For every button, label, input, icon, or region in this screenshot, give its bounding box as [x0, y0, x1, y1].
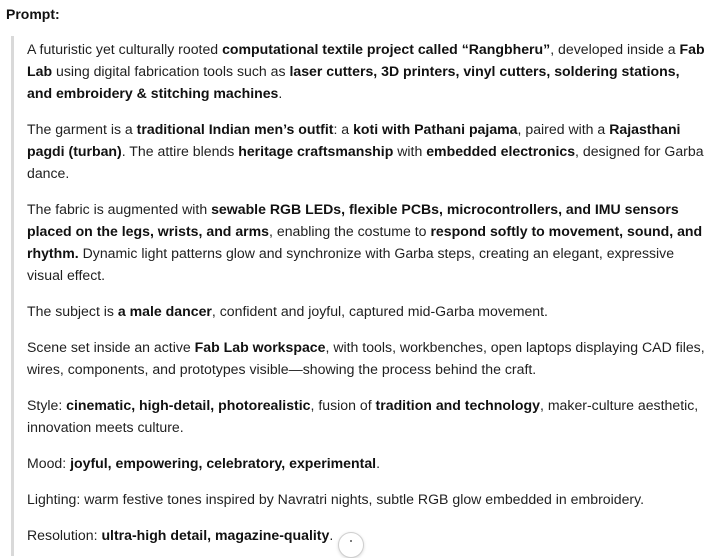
bold-text-run: koti with Pathani pajama	[353, 121, 518, 137]
bold-text-run: sewable RGB LEDs, flexible PCBs, microcontrollers, and IMU sensors placed on the legs, wrists, and arms	[27, 201, 679, 239]
text-run: A futuristic yet culturally rooted	[27, 41, 223, 57]
text-run: Lighting: warm festive tones inspired by Navratri nights, subtle RGB glow embedded in embroidery.	[27, 491, 645, 507]
bold-text-run: embedded electronics	[426, 143, 576, 159]
para-lighting	[27, 488, 705, 510]
text-run: : a	[333, 121, 354, 137]
text-run: , with tools, workbenches, open laptops displaying CAD files, wires, components, and prototypes visible—showing the process behind the craft.	[27, 339, 705, 377]
text-run: Resolution:	[27, 527, 102, 543]
bold-text-run: laser cutters, 3D printers, vinyl cutters, soldering stations, and embroidery & stitching machines	[27, 63, 680, 101]
text-run: Dynamic light patterns glow and synchronize with Garba steps, creating an elegant, expressive visual effect.	[27, 245, 675, 283]
text-run: . The attire blends	[121, 143, 239, 159]
text-run: , developed inside a	[550, 41, 680, 57]
text-run: , paired with a	[517, 121, 610, 137]
text-run: The fabric is augmented with	[27, 201, 212, 217]
text-run: , designed for Garba dance.	[27, 143, 704, 181]
text-run: The subject is	[27, 303, 118, 319]
text-run: , enabling the costume to	[269, 223, 431, 239]
para-garment	[27, 118, 705, 184]
text-run: , fusion of	[310, 397, 376, 413]
text-run: Mood:	[27, 455, 71, 471]
text-run: , confident and joyful, captured mid-Garba movement.	[211, 303, 548, 319]
para-fabric	[27, 198, 705, 286]
bold-text-run: heritage craftsmanship	[238, 143, 394, 159]
bold-text-run: a male dancer	[117, 303, 212, 319]
prompt-blockquote	[27, 38, 705, 546]
text-run: The garment is a	[27, 121, 137, 137]
bold-text-run: tradition and technology	[375, 397, 540, 413]
bold-text-run: computational textile project called “Rangbheru”	[222, 41, 551, 57]
bold-text-run: Fab Lab	[27, 41, 705, 79]
bold-text-run: traditional Indian men’s outfit	[136, 121, 334, 137]
scroll-down-button[interactable]	[338, 532, 364, 558]
bold-text-run: Fab Lab workspace	[194, 339, 326, 355]
text-run: , maker-culture aesthetic, innovation meets culture.	[27, 397, 699, 435]
para-subject	[27, 300, 705, 322]
scroll-down-icon	[350, 540, 352, 542]
text-run: using digital fabrication tools such as	[52, 63, 290, 79]
para-mood	[27, 452, 705, 474]
text-run: .	[278, 85, 283, 101]
para-intro	[27, 38, 705, 104]
text-run: Style:	[27, 397, 67, 413]
text-run: Scene set inside an active	[27, 339, 195, 355]
text-run: with	[393, 143, 427, 159]
bold-text-run: cinematic, high-detail, photorealistic	[66, 397, 311, 413]
bold-text-run: joyful, empowering, celebratory, experimental	[70, 455, 377, 471]
para-resolution	[27, 524, 705, 546]
bold-text-run: ultra-high detail, magazine-quality	[101, 527, 330, 543]
prompt-heading: Prompt:	[6, 6, 60, 22]
bold-text-run: respond softly to movement, sound, and rhythm.	[27, 223, 703, 261]
para-style	[27, 394, 705, 438]
text-run: .	[376, 455, 380, 471]
bold-text-run: Rajasthani pagdi (turban)	[27, 121, 681, 159]
text-run: .	[329, 527, 334, 543]
blockquote-bar	[11, 36, 14, 556]
para-scene	[27, 336, 705, 380]
